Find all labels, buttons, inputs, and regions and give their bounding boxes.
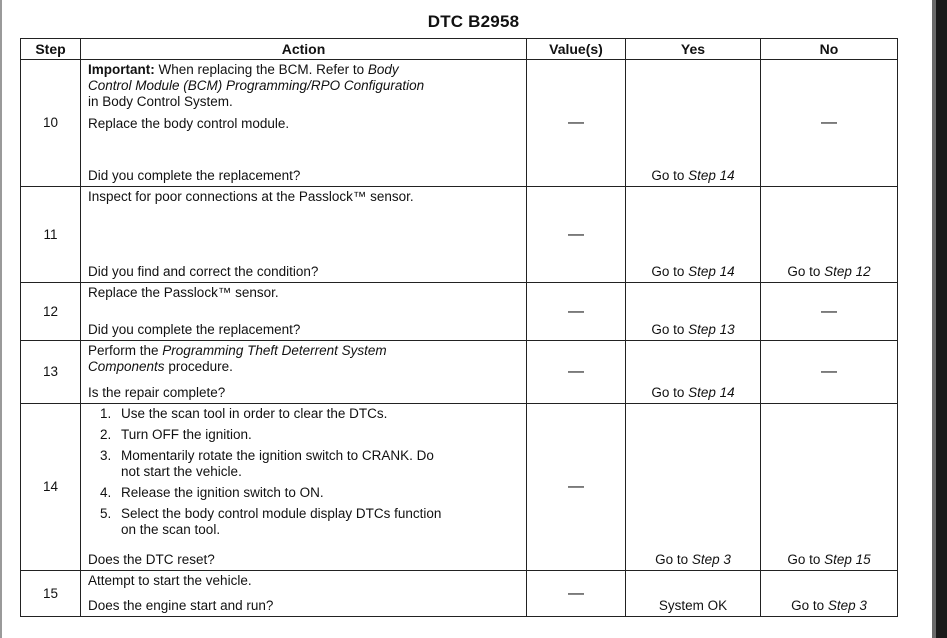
goto-text: Go to [791,598,825,613]
list-item: 3. Momentarily rotate the ignition switch to CRANK. Do not start the vehicle. [100,448,434,479]
yes-cell [626,404,761,571]
action-instruction: Perform the Programming Theft Deterrent System [88,343,387,358]
important-note: Important: When replacing the BCM. Refer to Body [88,62,399,77]
action-instruction: Replace the Passlock™ sensor. [88,285,279,300]
action-question: Does the DTC reset? [88,552,215,567]
goto-step-link[interactable]: Step 12 [824,264,871,279]
header-no: No [761,39,898,60]
list-item: 1. Use the scan tool in order to clear the DTCs. [100,406,388,421]
goto-text: Go to [651,168,685,183]
value-cell: — [527,404,626,571]
goto-text: Go to [655,552,689,567]
goto-step-link[interactable]: Step 13 [688,322,735,337]
goto-step-link[interactable]: Step 3 [691,552,731,567]
yes-cell [626,283,761,341]
goto-text: Go to [651,322,685,337]
table-row [21,60,898,187]
document-title: DTC B2958 [427,12,520,31]
no-cell [761,571,898,617]
action-cell [81,60,527,187]
goto-text: Go to [787,264,821,279]
reference-title: Control Module (BCM) Programming/RPO Configuration [88,78,425,93]
step-number: 13 [21,341,81,404]
no-cell [761,187,898,283]
reference-tail: in Body Control System. [88,94,233,109]
action-instruction: Inspect for poor connections at the Passlock™ sensor. [88,189,414,204]
action-question: Is the repair complete? [88,385,226,400]
action-question: Did you complete the replacement? [88,322,301,337]
header-row [21,39,898,60]
procedure-list [88,406,522,543]
goto-step-link[interactable]: Step 14 [688,168,735,183]
action-instruction-cont: Components procedure. [88,359,233,374]
list-item: 2. Turn OFF the ignition. [100,427,252,442]
action-instruction: Attempt to start the vehicle. [88,573,252,588]
dtc-table [20,38,898,617]
value-cell: — [527,283,626,341]
header-values: Value(s) [527,39,626,60]
action-question: Did you complete the replacement? [88,168,301,183]
window-left-border [0,0,2,638]
table-row [21,341,898,404]
goto-text: Go to [651,385,685,400]
yes-cell [626,341,761,404]
value-cell: — [527,60,626,187]
value-cell: — [527,341,626,404]
goto-step-link[interactable]: Step 14 [688,385,735,400]
no-cell: — [761,60,898,187]
header-step: Step [21,39,81,60]
yes-cell [626,60,761,187]
window-right-border [932,0,947,638]
action-question: Did you find and correct the condition? [88,264,319,279]
action-instruction: Replace the body control module. [88,116,290,131]
list-item: 5. Select the body control module display DTCs function on the scan tool. [100,506,442,537]
value-cell: — [527,187,626,283]
header-action: Action [81,39,527,60]
list-item: 4. Release the ignition switch to ON. [100,485,324,500]
action-cell [81,341,527,404]
table-row [21,404,898,571]
value-cell: — [527,571,626,617]
step-number: 15 [21,571,81,617]
goto-step-link[interactable]: Step 15 [824,552,871,567]
step-number: 10 [21,60,81,187]
step-number: 14 [21,404,81,571]
goto-text: Go to [787,552,821,567]
action-cell [81,571,527,617]
header-yes: Yes [626,39,761,60]
action-cell [81,187,527,283]
step-number: 11 [21,187,81,283]
goto-text: Go to [651,264,685,279]
table-row [21,283,898,341]
yes-cell: System OK [626,571,761,617]
goto-step-link[interactable]: Step 3 [827,598,867,613]
yes-cell [626,187,761,283]
step-number: 12 [21,283,81,341]
no-cell: — [761,283,898,341]
table-row [21,571,898,617]
no-cell: — [761,341,898,404]
action-cell [81,404,527,571]
table-row [21,187,898,283]
action-cell [81,283,527,341]
goto-step-link[interactable]: Step 14 [688,264,735,279]
no-cell [761,404,898,571]
action-question: Does the engine start and run? [88,598,274,613]
